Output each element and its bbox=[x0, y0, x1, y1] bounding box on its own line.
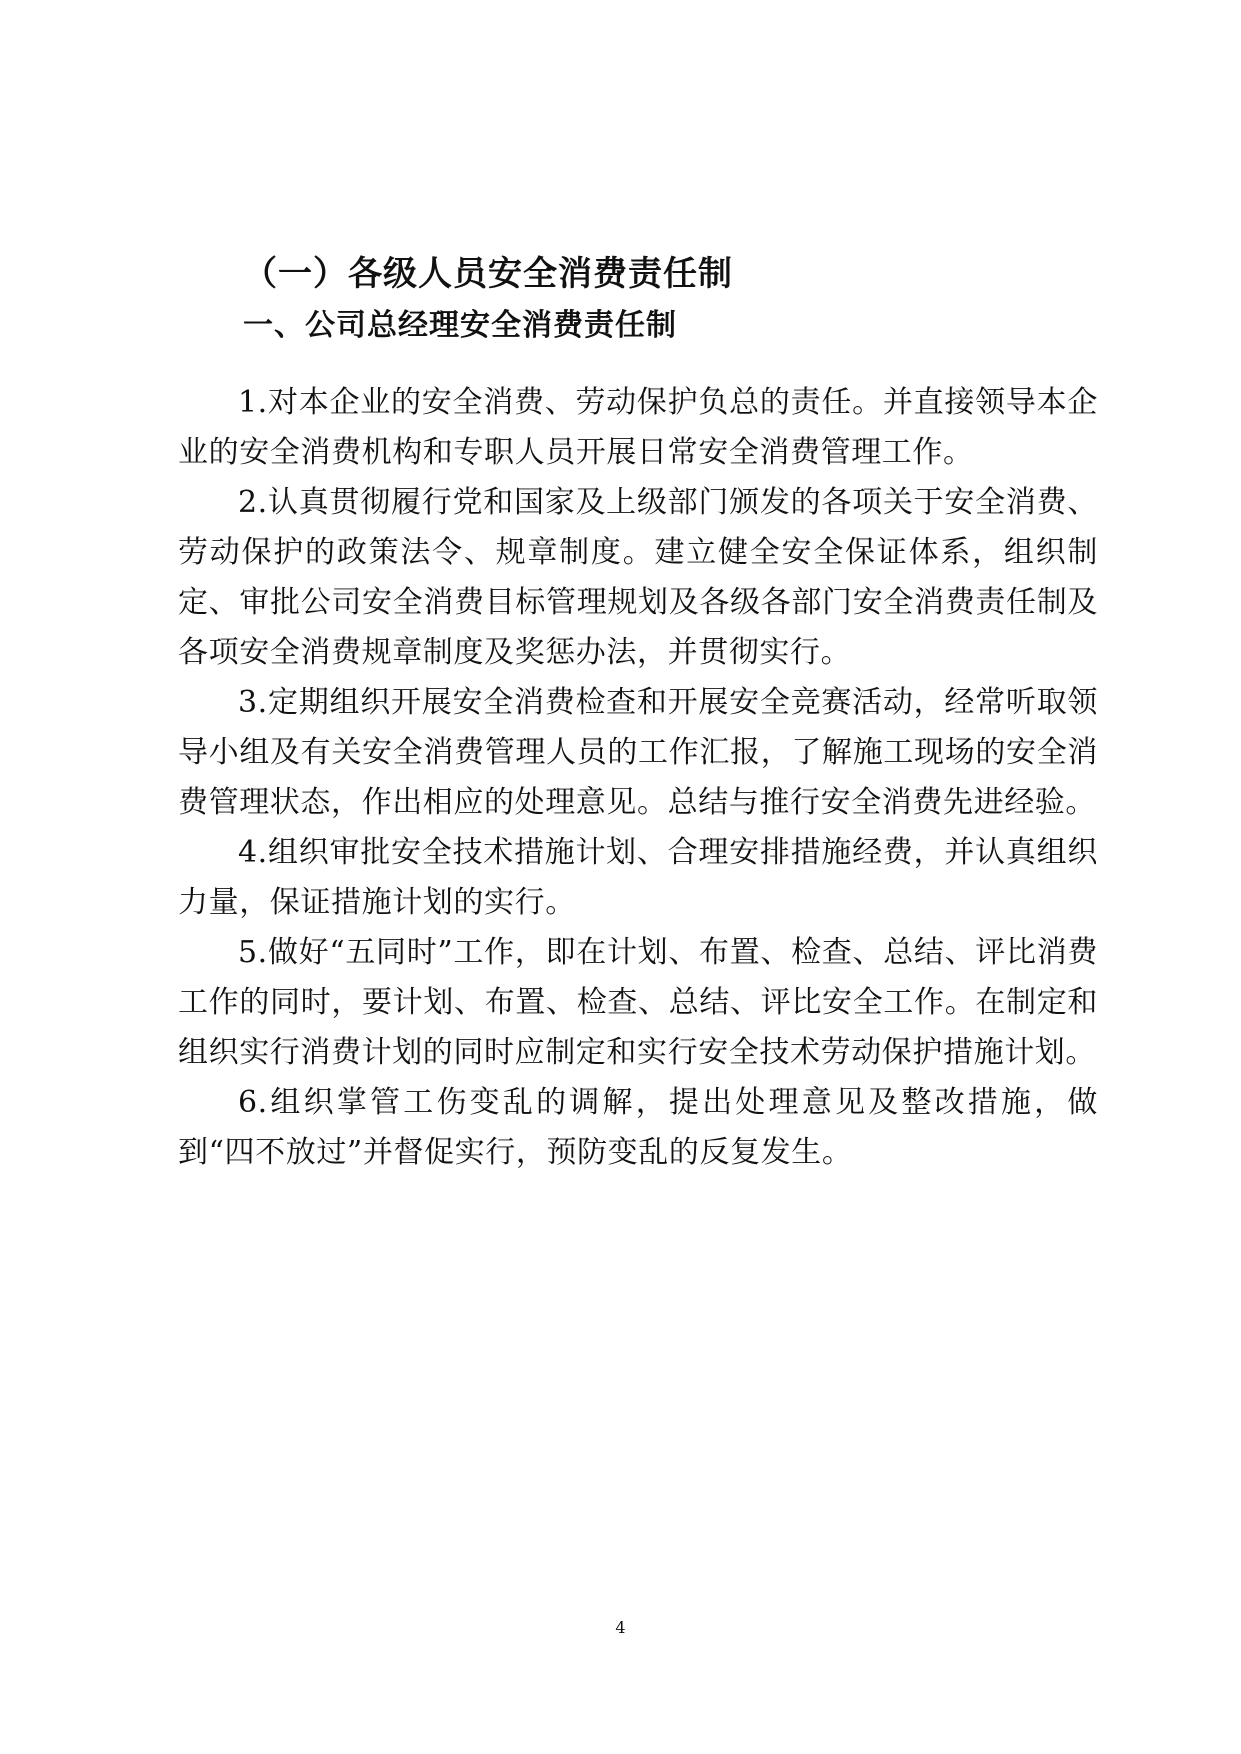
paragraph-5: 5.做好“五同时”工作，即在计划、布置、检查、总结、评比消费工作的同时，要计划、布置、检查、总结、评比安全工作。在制定和组织实行消费计划的同时应制定和实行安全技术劳动保护措施计划。 bbox=[178, 935, 1098, 1070]
paragraph-4: 4.组织审批安全技术措施计划、合理安排措施经费，并认真组织力量，保证措施计划的实行。 bbox=[178, 835, 1098, 920]
paragraph-2: 2.认真贯彻履行党和国家及上级部门颁发的各项关于安全消费、劳动保护的政策法令、规章制度。建立健全安全保证体系，组织制定、审批公司安全消费目标管理规划及各级各部门安全消费责任制及各项安全消费规章制度及奖惩办法，并贯彻实行。 bbox=[178, 485, 1098, 670]
paragraph-6: 6.组织掌管工伤变乱的调解，提出处理意见及整改措施，做到“四不放过”并督促实行，预防变乱的反复发生。 bbox=[178, 1085, 1098, 1170]
paragraph-1: 1.对本企业的安全消费、劳动保护负总的责任。并直接领导本企业的安全消费机构和专职人员开展日常安全消费管理工作。 bbox=[178, 385, 1098, 470]
paragraph-3: 3.定期组织开展安全消费检查和开展安全竞赛活动，经常听取领导小组及有关安全消费管理人员的工作汇报，了解施工现场的安全消费管理状态，作出相应的处理意见。总结与推行安全消费先进经验。 bbox=[178, 685, 1098, 820]
section-title: 一、公司总经理安全消费责任制 bbox=[243, 308, 677, 343]
body-text bbox=[178, 378, 1098, 1178]
main-title: （一）各级人员安全消费责任制 bbox=[243, 254, 733, 294]
page-number: 4 bbox=[615, 1618, 626, 1637]
